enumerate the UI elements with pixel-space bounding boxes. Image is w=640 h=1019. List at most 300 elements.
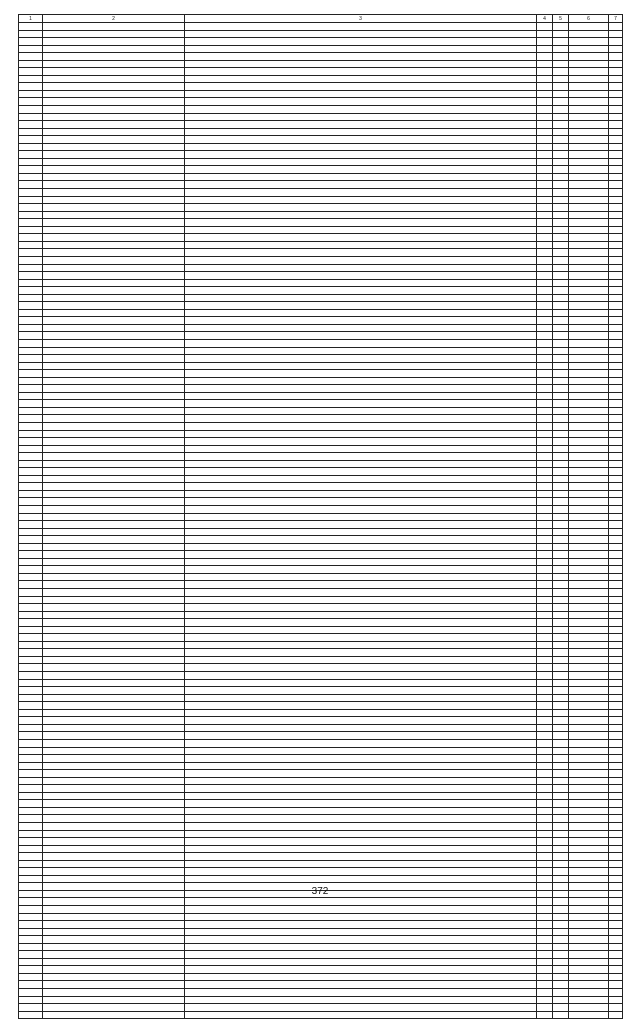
- table-cell: [43, 475, 185, 483]
- table-cell: [609, 989, 623, 997]
- table-cell: [553, 989, 569, 997]
- table-cell: [569, 249, 609, 257]
- table-row: [19, 407, 623, 415]
- table-cell: [185, 468, 537, 476]
- table-cell: [609, 913, 623, 921]
- table-cell: [553, 921, 569, 929]
- table-row: [19, 558, 623, 566]
- table-cell: [43, 566, 185, 574]
- table-cell: [553, 339, 569, 347]
- table-row: [19, 830, 623, 838]
- table-cell: [19, 506, 43, 514]
- table-row: [19, 377, 623, 385]
- column-number-row: [19, 15, 623, 23]
- table-cell: [185, 241, 537, 249]
- table-cell: [553, 943, 569, 951]
- table-cell: [185, 898, 537, 906]
- table-cell: [19, 838, 43, 846]
- table-cell: [43, 913, 185, 921]
- table-cell: [537, 973, 553, 981]
- table-cell: [553, 596, 569, 604]
- table-row: [19, 158, 623, 166]
- table-cell: [185, 204, 537, 212]
- table-cell: [609, 415, 623, 423]
- table-cell: [553, 732, 569, 740]
- table-cell: [185, 392, 537, 400]
- table-cell: [43, 747, 185, 755]
- table-cell: [569, 204, 609, 212]
- table-cell: [553, 234, 569, 242]
- table-cell: [185, 430, 537, 438]
- table-cell: [553, 777, 569, 785]
- table-cell: [609, 513, 623, 521]
- table-cell: [43, 709, 185, 717]
- table-cell: [185, 747, 537, 755]
- table-cell: [537, 377, 553, 385]
- table-row: [19, 709, 623, 717]
- table-cell: [19, 589, 43, 597]
- table-cell: [537, 68, 553, 76]
- table-row: [19, 362, 623, 370]
- table-cell: [19, 339, 43, 347]
- column-number-7: 7: [609, 15, 623, 23]
- table-cell: [185, 1011, 537, 1019]
- table-cell: [185, 853, 537, 861]
- table-cell: [19, 626, 43, 634]
- table-cell: [537, 438, 553, 446]
- table-cell: [569, 294, 609, 302]
- table-cell: [185, 121, 537, 129]
- table-row: [19, 234, 623, 242]
- table-cell: [43, 211, 185, 219]
- table-cell: [537, 339, 553, 347]
- table-cell: [537, 347, 553, 355]
- table-cell: [553, 581, 569, 589]
- table-row: [19, 724, 623, 732]
- table-cell: [537, 717, 553, 725]
- table-row: [19, 853, 623, 861]
- table-cell: [537, 785, 553, 793]
- table-cell: [19, 453, 43, 461]
- table-cell: [537, 181, 553, 189]
- table-cell: [553, 1011, 569, 1019]
- table-cell: [569, 438, 609, 446]
- table-cell: [609, 264, 623, 272]
- table-cell: [609, 143, 623, 151]
- table-row: [19, 385, 623, 393]
- table-cell: [43, 626, 185, 634]
- table-cell: [553, 694, 569, 702]
- table-cell: [185, 687, 537, 695]
- table-cell: [553, 226, 569, 234]
- table-row: [19, 989, 623, 997]
- table-cell: [185, 679, 537, 687]
- table-cell: [609, 302, 623, 310]
- table-cell: [609, 777, 623, 785]
- table-cell: [43, 830, 185, 838]
- table-row: [19, 679, 623, 687]
- table-cell: [19, 166, 43, 174]
- table-cell: [43, 951, 185, 959]
- table-cell: [569, 898, 609, 906]
- table-cell: [609, 385, 623, 393]
- table-cell: [609, 38, 623, 46]
- table-cell: [43, 989, 185, 997]
- table-cell: [537, 596, 553, 604]
- table-cell: [537, 136, 553, 144]
- table-cell: [19, 332, 43, 340]
- table-cell: [19, 664, 43, 672]
- table-cell: [537, 634, 553, 642]
- table-cell: [537, 45, 553, 53]
- table-cell: [569, 838, 609, 846]
- table-cell: [19, 905, 43, 913]
- table-cell: [537, 943, 553, 951]
- table-body: [19, 23, 623, 1019]
- table-cell: [537, 143, 553, 151]
- table-cell: [569, 173, 609, 181]
- table-cell: [537, 173, 553, 181]
- table-cell: [553, 981, 569, 989]
- table-row: [19, 294, 623, 302]
- table-cell: [43, 868, 185, 876]
- table-cell: [609, 483, 623, 491]
- table-cell: [537, 98, 553, 106]
- table-cell: [43, 573, 185, 581]
- table-cell: [537, 1004, 553, 1012]
- table-cell: [19, 362, 43, 370]
- table-cell: [185, 324, 537, 332]
- table-cell: [19, 430, 43, 438]
- table-row: [19, 166, 623, 174]
- table-cell: [537, 739, 553, 747]
- table-row: [19, 309, 623, 317]
- table-cell: [609, 943, 623, 951]
- table-cell: [609, 860, 623, 868]
- table-cell: [185, 128, 537, 136]
- table-cell: [43, 785, 185, 793]
- table-cell: [43, 166, 185, 174]
- table-cell: [185, 483, 537, 491]
- table-row: [19, 475, 623, 483]
- table-cell: [553, 45, 569, 53]
- table-cell: [609, 800, 623, 808]
- table-cell: [43, 355, 185, 363]
- table-cell: [19, 777, 43, 785]
- table-cell: [185, 966, 537, 974]
- table-cell: [537, 989, 553, 997]
- table-cell: [569, 860, 609, 868]
- table-cell: [537, 151, 553, 159]
- table-row: [19, 98, 623, 106]
- table-cell: [609, 619, 623, 627]
- table-cell: [569, 1004, 609, 1012]
- table-row: [19, 219, 623, 227]
- table-cell: [569, 853, 609, 861]
- table-cell: [537, 626, 553, 634]
- table-cell: [609, 717, 623, 725]
- table-cell: [609, 830, 623, 838]
- table-cell: [19, 83, 43, 91]
- table-row: [19, 536, 623, 544]
- table-cell: [43, 649, 185, 657]
- table-cell: [609, 173, 623, 181]
- table-cell: [553, 709, 569, 717]
- table-cell: [185, 604, 537, 612]
- table-row: [19, 113, 623, 121]
- table-cell: [19, 551, 43, 559]
- table-cell: [609, 113, 623, 121]
- table-cell: [43, 536, 185, 544]
- table-cell: [537, 460, 553, 468]
- table-cell: [553, 181, 569, 189]
- table-cell: [609, 664, 623, 672]
- table-cell: [609, 951, 623, 959]
- table-cell: [19, 407, 43, 415]
- table-row: [19, 483, 623, 491]
- table-cell: [553, 173, 569, 181]
- table-cell: [609, 400, 623, 408]
- table-cell: [185, 151, 537, 159]
- table-cell: [43, 958, 185, 966]
- table-cell: [609, 498, 623, 506]
- table-row: [19, 732, 623, 740]
- table-row: [19, 702, 623, 710]
- table-row: [19, 430, 623, 438]
- table-cell: [43, 422, 185, 430]
- table-cell: [609, 279, 623, 287]
- table-cell: [537, 875, 553, 883]
- table-cell: [19, 113, 43, 121]
- table-cell: [553, 664, 569, 672]
- table-cell: [569, 845, 609, 853]
- table-cell: [609, 287, 623, 295]
- table-row: [19, 566, 623, 574]
- table-cell: [569, 128, 609, 136]
- table-cell: [609, 958, 623, 966]
- table-cell: [185, 83, 537, 91]
- table-cell: [19, 611, 43, 619]
- table-cell: [553, 973, 569, 981]
- table-cell: [43, 936, 185, 944]
- table-cell: [537, 649, 553, 657]
- table-cell: [569, 151, 609, 159]
- table-cell: [537, 762, 553, 770]
- table-cell: [553, 422, 569, 430]
- table-row: [19, 460, 623, 468]
- table-cell: [43, 687, 185, 695]
- table-cell: [43, 294, 185, 302]
- table-cell: [553, 415, 569, 423]
- table-cell: [43, 483, 185, 491]
- column-number-3: 3: [185, 15, 537, 23]
- table-cell: [553, 400, 569, 408]
- table-cell: [569, 573, 609, 581]
- table-cell: [553, 770, 569, 778]
- table-cell: [185, 272, 537, 280]
- table-row: [19, 506, 623, 514]
- table-cell: [43, 672, 185, 680]
- table-cell: [537, 958, 553, 966]
- table-row: [19, 1011, 623, 1019]
- table-cell: [43, 1011, 185, 1019]
- table-cell: [43, 38, 185, 46]
- table-cell: [569, 626, 609, 634]
- table-cell: [609, 211, 623, 219]
- table-cell: [537, 219, 553, 227]
- document-page: [18, 14, 622, 1019]
- table-cell: [19, 1011, 43, 1019]
- table-cell: [553, 513, 569, 521]
- table-cell: [43, 996, 185, 1004]
- table-cell: [19, 370, 43, 378]
- table-row: [19, 83, 623, 91]
- table-cell: [537, 158, 553, 166]
- table-row: [19, 392, 623, 400]
- table-cell: [43, 453, 185, 461]
- table-cell: [43, 317, 185, 325]
- table-cell: [43, 853, 185, 861]
- table-row: [19, 943, 623, 951]
- table-cell: [553, 166, 569, 174]
- table-cell: [537, 611, 553, 619]
- table-cell: [19, 279, 43, 287]
- table-cell: [19, 943, 43, 951]
- table-cell: [569, 226, 609, 234]
- table-cell: [537, 966, 553, 974]
- table-cell: [553, 875, 569, 883]
- table-cell: [553, 498, 569, 506]
- table-cell: [537, 777, 553, 785]
- table-cell: [569, 936, 609, 944]
- table-cell: [609, 928, 623, 936]
- table-cell: [43, 83, 185, 91]
- table-cell: [553, 619, 569, 627]
- table-cell: [19, 294, 43, 302]
- table-cell: [609, 898, 623, 906]
- table-cell: [19, 966, 43, 974]
- table-cell: [19, 23, 43, 31]
- registry-table: [18, 14, 623, 1019]
- table-cell: [609, 136, 623, 144]
- table-cell: [609, 996, 623, 1004]
- table-cell: [553, 762, 569, 770]
- table-cell: [609, 1004, 623, 1012]
- table-cell: [553, 355, 569, 363]
- table-cell: [553, 649, 569, 657]
- table-row: [19, 53, 623, 61]
- table-cell: [537, 483, 553, 491]
- table-cell: [553, 460, 569, 468]
- table-cell: [569, 755, 609, 763]
- table-row: [19, 604, 623, 612]
- table-cell: [185, 996, 537, 1004]
- table-cell: [609, 362, 623, 370]
- table-cell: [609, 392, 623, 400]
- table-cell: [537, 928, 553, 936]
- table-cell: [537, 755, 553, 763]
- table-cell: [553, 279, 569, 287]
- table-cell: [537, 604, 553, 612]
- table-cell: [553, 483, 569, 491]
- table-cell: [569, 468, 609, 476]
- table-cell: [537, 204, 553, 212]
- table-cell: [553, 853, 569, 861]
- table-cell: [569, 45, 609, 53]
- table-cell: [43, 634, 185, 642]
- table-cell: [553, 996, 569, 1004]
- table-cell: [19, 30, 43, 38]
- table-cell: [185, 566, 537, 574]
- table-row: [19, 422, 623, 430]
- table-cell: [569, 498, 609, 506]
- table-row: [19, 332, 623, 340]
- table-cell: [569, 422, 609, 430]
- table-cell: [569, 566, 609, 574]
- table-cell: [553, 445, 569, 453]
- table-cell: [553, 309, 569, 317]
- table-cell: [553, 739, 569, 747]
- table-cell: [609, 604, 623, 612]
- table-cell: [537, 370, 553, 378]
- table-cell: [553, 392, 569, 400]
- table-cell: [569, 415, 609, 423]
- table-cell: [569, 589, 609, 597]
- table-cell: [43, 664, 185, 672]
- table-cell: [569, 989, 609, 997]
- table-cell: [569, 966, 609, 974]
- table-cell: [19, 619, 43, 627]
- table-cell: [569, 611, 609, 619]
- table-row: [19, 453, 623, 461]
- table-cell: [43, 377, 185, 385]
- table-cell: [609, 543, 623, 551]
- table-cell: [19, 732, 43, 740]
- table-row: [19, 898, 623, 906]
- table-cell: [19, 822, 43, 830]
- table-cell: [609, 581, 623, 589]
- table-cell: [185, 370, 537, 378]
- table-cell: [537, 619, 553, 627]
- table-cell: [185, 981, 537, 989]
- table-cell: [537, 981, 553, 989]
- table-cell: [553, 490, 569, 498]
- table-cell: [609, 905, 623, 913]
- table-cell: [609, 853, 623, 861]
- table-cell: [553, 951, 569, 959]
- table-cell: [43, 860, 185, 868]
- table-cell: [43, 370, 185, 378]
- table-cell: [537, 211, 553, 219]
- table-cell: [553, 747, 569, 755]
- table-cell: [609, 234, 623, 242]
- table-cell: [609, 226, 623, 234]
- table-cell: [185, 173, 537, 181]
- table-cell: [19, 830, 43, 838]
- table-cell: [609, 815, 623, 823]
- table-cell: [43, 53, 185, 61]
- table-cell: [569, 339, 609, 347]
- table-cell: [569, 656, 609, 664]
- table-cell: [537, 302, 553, 310]
- table-cell: [185, 860, 537, 868]
- table-cell: [609, 121, 623, 129]
- table-cell: [537, 166, 553, 174]
- table-cell: [19, 189, 43, 197]
- table-cell: [185, 717, 537, 725]
- table-cell: [609, 196, 623, 204]
- table-cell: [609, 656, 623, 664]
